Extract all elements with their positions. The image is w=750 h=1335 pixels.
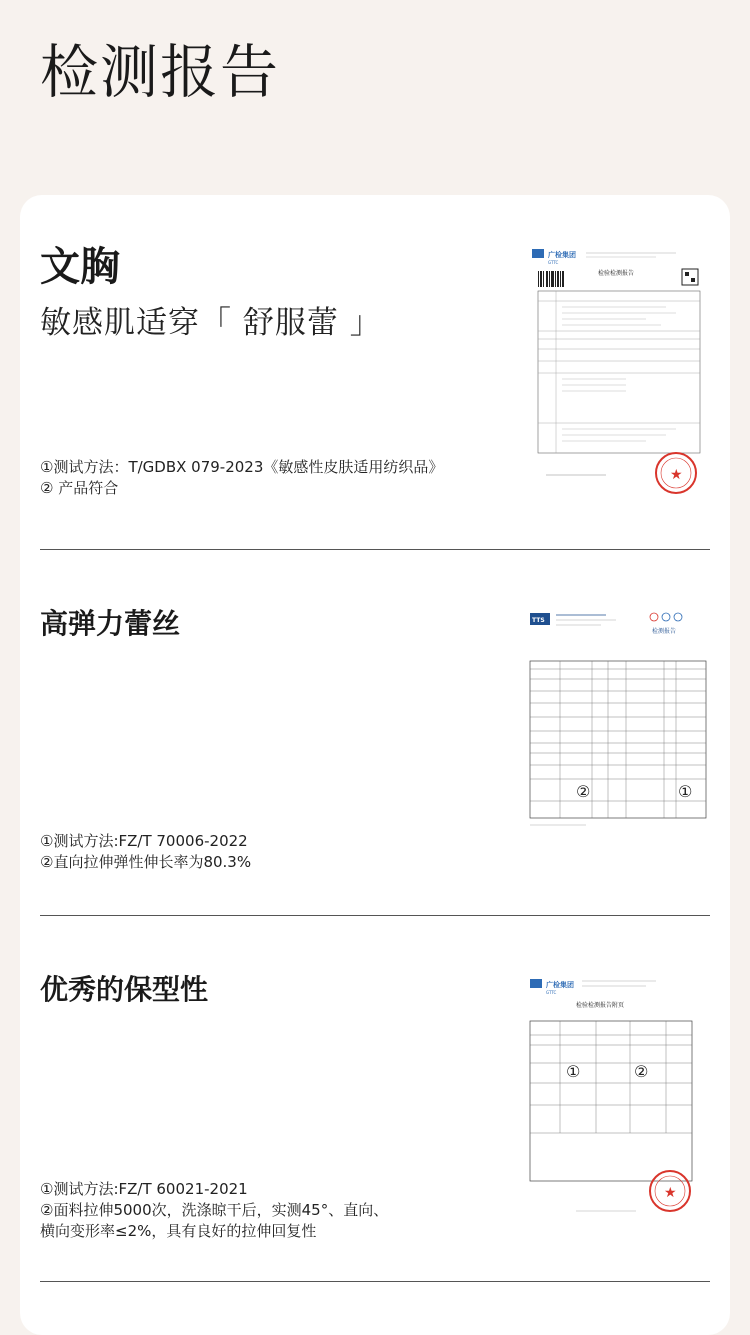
divider bbox=[40, 915, 710, 916]
marker-1: ① bbox=[678, 782, 693, 801]
note-line: ①测试方法：T/GDBX 079-2023《敏感性皮肤适用纺织品》 bbox=[40, 458, 444, 476]
section-subtitle: 敏感肌适穿「 舒服蕾 」 bbox=[40, 305, 382, 341]
section-notes bbox=[40, 831, 251, 873]
divider bbox=[40, 1281, 710, 1282]
report-title: 检测报告 bbox=[652, 628, 677, 635]
section-bra bbox=[40, 243, 710, 563]
section-title: 优秀的保型性 bbox=[40, 973, 209, 1006]
seal-star-icon: ★ bbox=[670, 467, 683, 483]
section-lace bbox=[40, 607, 710, 907]
report-org: 广检集团 bbox=[548, 251, 576, 259]
note-line: ②直向拉伸弹性伸长率为80.3% bbox=[40, 853, 252, 871]
marker-1: ① bbox=[566, 1062, 581, 1081]
marker-2: ② bbox=[576, 782, 591, 801]
test-report-image bbox=[526, 973, 710, 1235]
seal-star-icon: ★ bbox=[664, 1185, 677, 1201]
section-notes bbox=[40, 1179, 388, 1242]
note-line: ①测试方法:FZ/T 70006-2022 bbox=[40, 832, 248, 850]
note-line: ①测试方法:FZ/T 60021-2021 bbox=[40, 1180, 248, 1198]
section-title: 高弹力蕾丝 bbox=[40, 607, 181, 640]
note-line: ② 产品符合 bbox=[40, 479, 119, 497]
barcode-icon bbox=[538, 271, 564, 287]
marker-2: ② bbox=[634, 1062, 649, 1081]
page-title: 检测报告 bbox=[40, 38, 281, 106]
note-line: ②面料拉伸5000次，洗涤晾干后，实测45°、直向、 bbox=[40, 1201, 389, 1219]
test-report-image bbox=[526, 607, 710, 832]
org-logo-icon bbox=[532, 249, 544, 258]
note-line: 横向变形率≤2%，具有良好的拉伸回复性 bbox=[40, 1222, 317, 1240]
org-logo-icon bbox=[530, 979, 542, 988]
report-org: 广检集团 bbox=[546, 981, 574, 989]
divider bbox=[40, 549, 710, 550]
report-title: 检验检测报告 bbox=[598, 270, 635, 277]
report-org-en: GTTC bbox=[548, 260, 559, 265]
report-title: 检验检测报告附页 bbox=[576, 1002, 625, 1009]
section-title: 文胸 bbox=[40, 244, 120, 290]
report-org: TTS bbox=[532, 617, 545, 624]
section-notes bbox=[40, 457, 443, 499]
content-card bbox=[20, 195, 730, 1335]
test-report-image bbox=[526, 243, 710, 513]
report-org-en: GTTC bbox=[546, 990, 557, 995]
section-shape-retention bbox=[40, 973, 710, 1293]
